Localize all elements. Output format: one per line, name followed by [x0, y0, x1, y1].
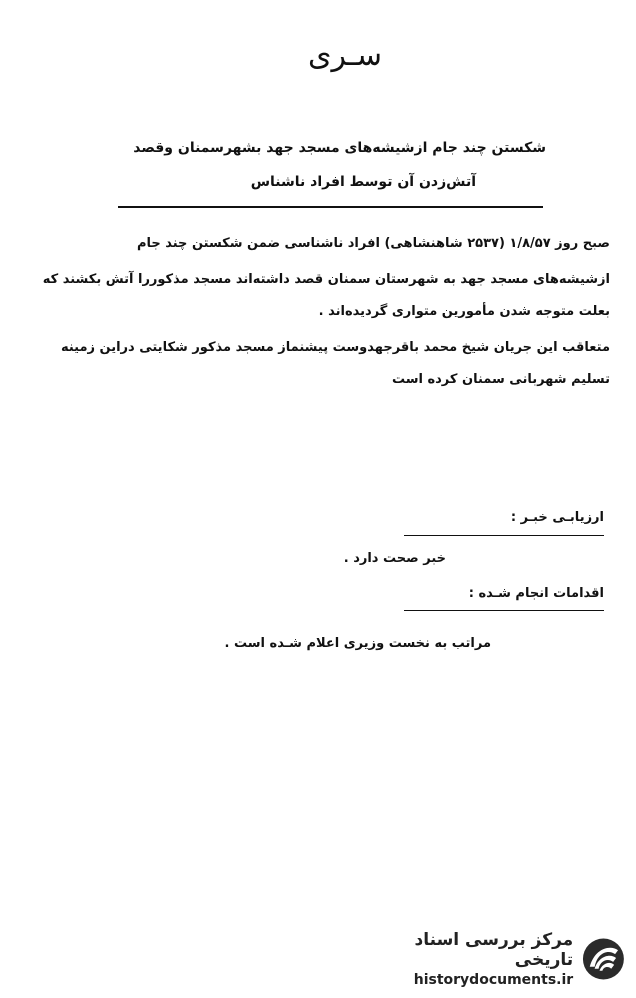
title-underline-divider [118, 206, 543, 208]
news-assessment-heading: ارزیابـی خبـر : [510, 510, 604, 525]
watermark-text-block [356, 930, 573, 988]
actions-taken-value: مراتب به نخست وزیری اعلام شـده است . [224, 636, 491, 651]
classification-label: سـری [308, 38, 382, 73]
document-title-line-2: آتش‌زدن آن توسط افراد ناشناس [250, 174, 476, 190]
news-assessment-underline [404, 535, 604, 536]
body-paragraph-line: بعلت متوجه شدن مأمورین متواری گردیده‌اند . [318, 304, 610, 319]
body-paragraph-line: تسلیم شهربانی سمنان کرده است [391, 372, 610, 387]
actions-taken-underline [404, 610, 604, 611]
body-paragraph-line: متعاقب این جریان شیخ محمد باقرجهدوست پیشنماز مسجد مذکور شکایتی دراین زمینه [60, 340, 610, 355]
watermark-org-name: مرکز بررسی اسناد تاریخی [414, 930, 574, 970]
news-assessment-value: خبر صحت دارد . [343, 551, 446, 566]
document-archive-logo-icon [581, 936, 626, 982]
body-paragraph-line: صبح روز ۱/۸/۵۷ (۲۵۳۷ شاهنشاهی) افراد ناشناسی ضمن شکستن چند جام [136, 236, 610, 251]
actions-taken-heading: اقدامات انجام شـده : [468, 586, 604, 601]
watermark-url: historydocuments.ir [413, 972, 574, 988]
watermark [356, 932, 626, 986]
document-title-line-1: شکستن چند جام ازشیشه‌های مسجد جهد بشهرسمنان وقصد [133, 140, 546, 156]
body-paragraph-line: ازشیشه‌های مسجد جهد به شهرستان سمنان قصد داشته‌اند مسجد مذکوررا آتش بکشند که [42, 272, 610, 287]
